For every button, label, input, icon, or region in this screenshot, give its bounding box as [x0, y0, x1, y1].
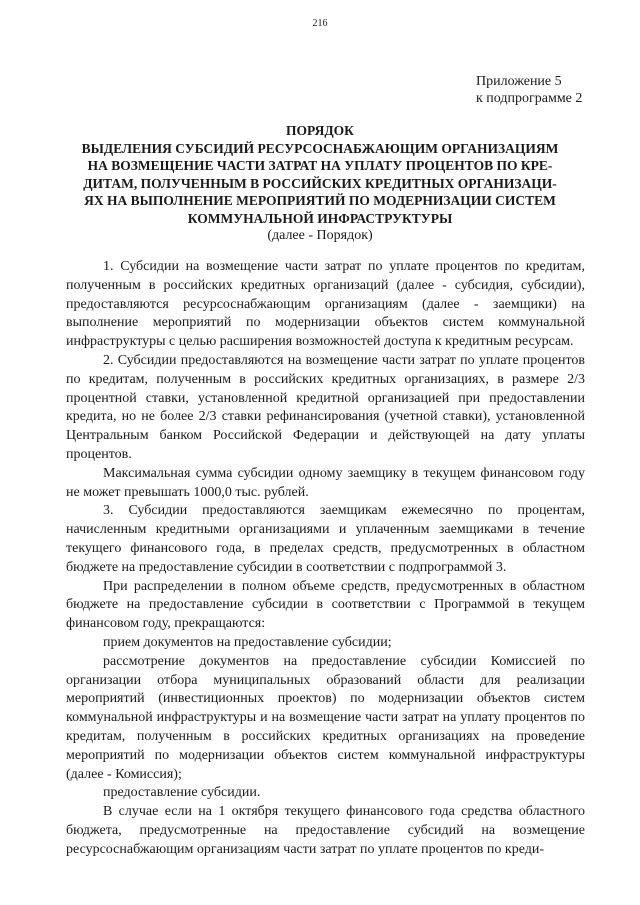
- title-line: ВЫДЕЛЕНИЯ СУБСИДИЙ РЕСУРСОСНАБЖАЮЩИМ ОРГАНИЗАЦИЯМ: [81, 140, 559, 156]
- appendix-line: к подпрограмме 2: [476, 91, 583, 106]
- title-subtitle: (далее - Порядок): [267, 228, 373, 243]
- appendix-line: Приложение 5: [476, 74, 562, 89]
- paragraph: При распределении в полном объеме средств, предусмотренных в областном бюджете на предоставление субсидии в соответствии с Программой в текущем финансовом году, прекращаются:: [66, 578, 585, 632]
- paragraph: прием документов на предоставление субсидии;: [103, 634, 392, 650]
- paragraph: 1. Субсидии на возмещение части затрат по уплате процентов по кредитам, полученным в российских кредитных организаций (далее - субсидия, субсидии), предоставляются ресурсоснабжающим организациям (далее - заемщики) на выполнение мероприятий по модернизации объектов систем коммунальной инфраструктуры с целью расширения возможностей доступа к кредитным ресурсам.: [66, 259, 585, 350]
- document-title: [60, 122, 580, 244]
- title-line: НА ВОЗМЕЩЕНИЕ ЧАСТИ ЗАТРАТ НА УПЛАТУ ПРОЦЕНТОВ ПО КРЕ-: [87, 158, 553, 173]
- paragraph: рассмотрение документов на предоставление субсидии Комиссией по организации отбора муниципальных образований области для реализации мероприятий (инвестиционных проектов) по модернизации объектов систем коммунальной инфраструктуры и на возмещение части затрат на уплату процентов по кредитам, полученным в российских кредитных организациях на проведение мероприятий по модернизации объектов систем коммунальной инфраструктуры (далее - Комиссия);: [66, 653, 585, 782]
- paragraph: 2. Субсидии предоставляются на возмещение части затрат по уплате процентов по кредитам, полученным в российских кредитных организациях, в размере 2/3 процентной ставки, установленной кредитной организацией при предоставлении кредита, но не более 2/3 ставки рефинансирования (учетной ставки), установленной Центральным банком Российской Федерации и действующей на дату уплаты процентов.: [66, 352, 585, 462]
- paragraph: предоставление субсидии.: [103, 785, 261, 801]
- paragraph: Максимальная сумма субсидии одному заемщику в текущем финансовом году не может превышать 1000,0 тыс. рублей.: [66, 465, 585, 500]
- paragraph: 3. Субсидии предоставляются заемщикам ежемесячно по процентам, начисленным кредитными организациями и уплаченным заемщиками в течение текущего финансового года, в пределах средств, предусмотренных в областном бюджете на предоставление субсидии в соответствии с подпрограммой 3.: [66, 503, 585, 575]
- paragraph: В случае если на 1 октября текущего финансового года средства областного бюджета, предусмотренные на предоставление субсидий на возмещение ресурсоснабжающим организациям части затрат по уплате процентов по креди-: [66, 804, 585, 857]
- title-line: ДИТАМ, ПОЛУЧЕННЫМ В РОССИЙСКИХ КРЕДИТНЫХ ОРГАНИЗАЦИ-: [83, 175, 557, 191]
- document-body: [66, 258, 585, 860]
- title-line: КОММУНАЛЬНОЙ ИНФРАСТРУКТУРЫ: [187, 210, 453, 226]
- appendix-reference: [476, 73, 582, 107]
- title-line: ЯХ НА ВЫПОЛНЕНИЕ МЕРОПРИЯТИЙ ПО МОДЕРНИЗАЦИИ СИСТЕМ: [84, 193, 556, 208]
- title-heading: ПОРЯДОК: [286, 123, 354, 138]
- page-number: 216: [312, 18, 328, 29]
